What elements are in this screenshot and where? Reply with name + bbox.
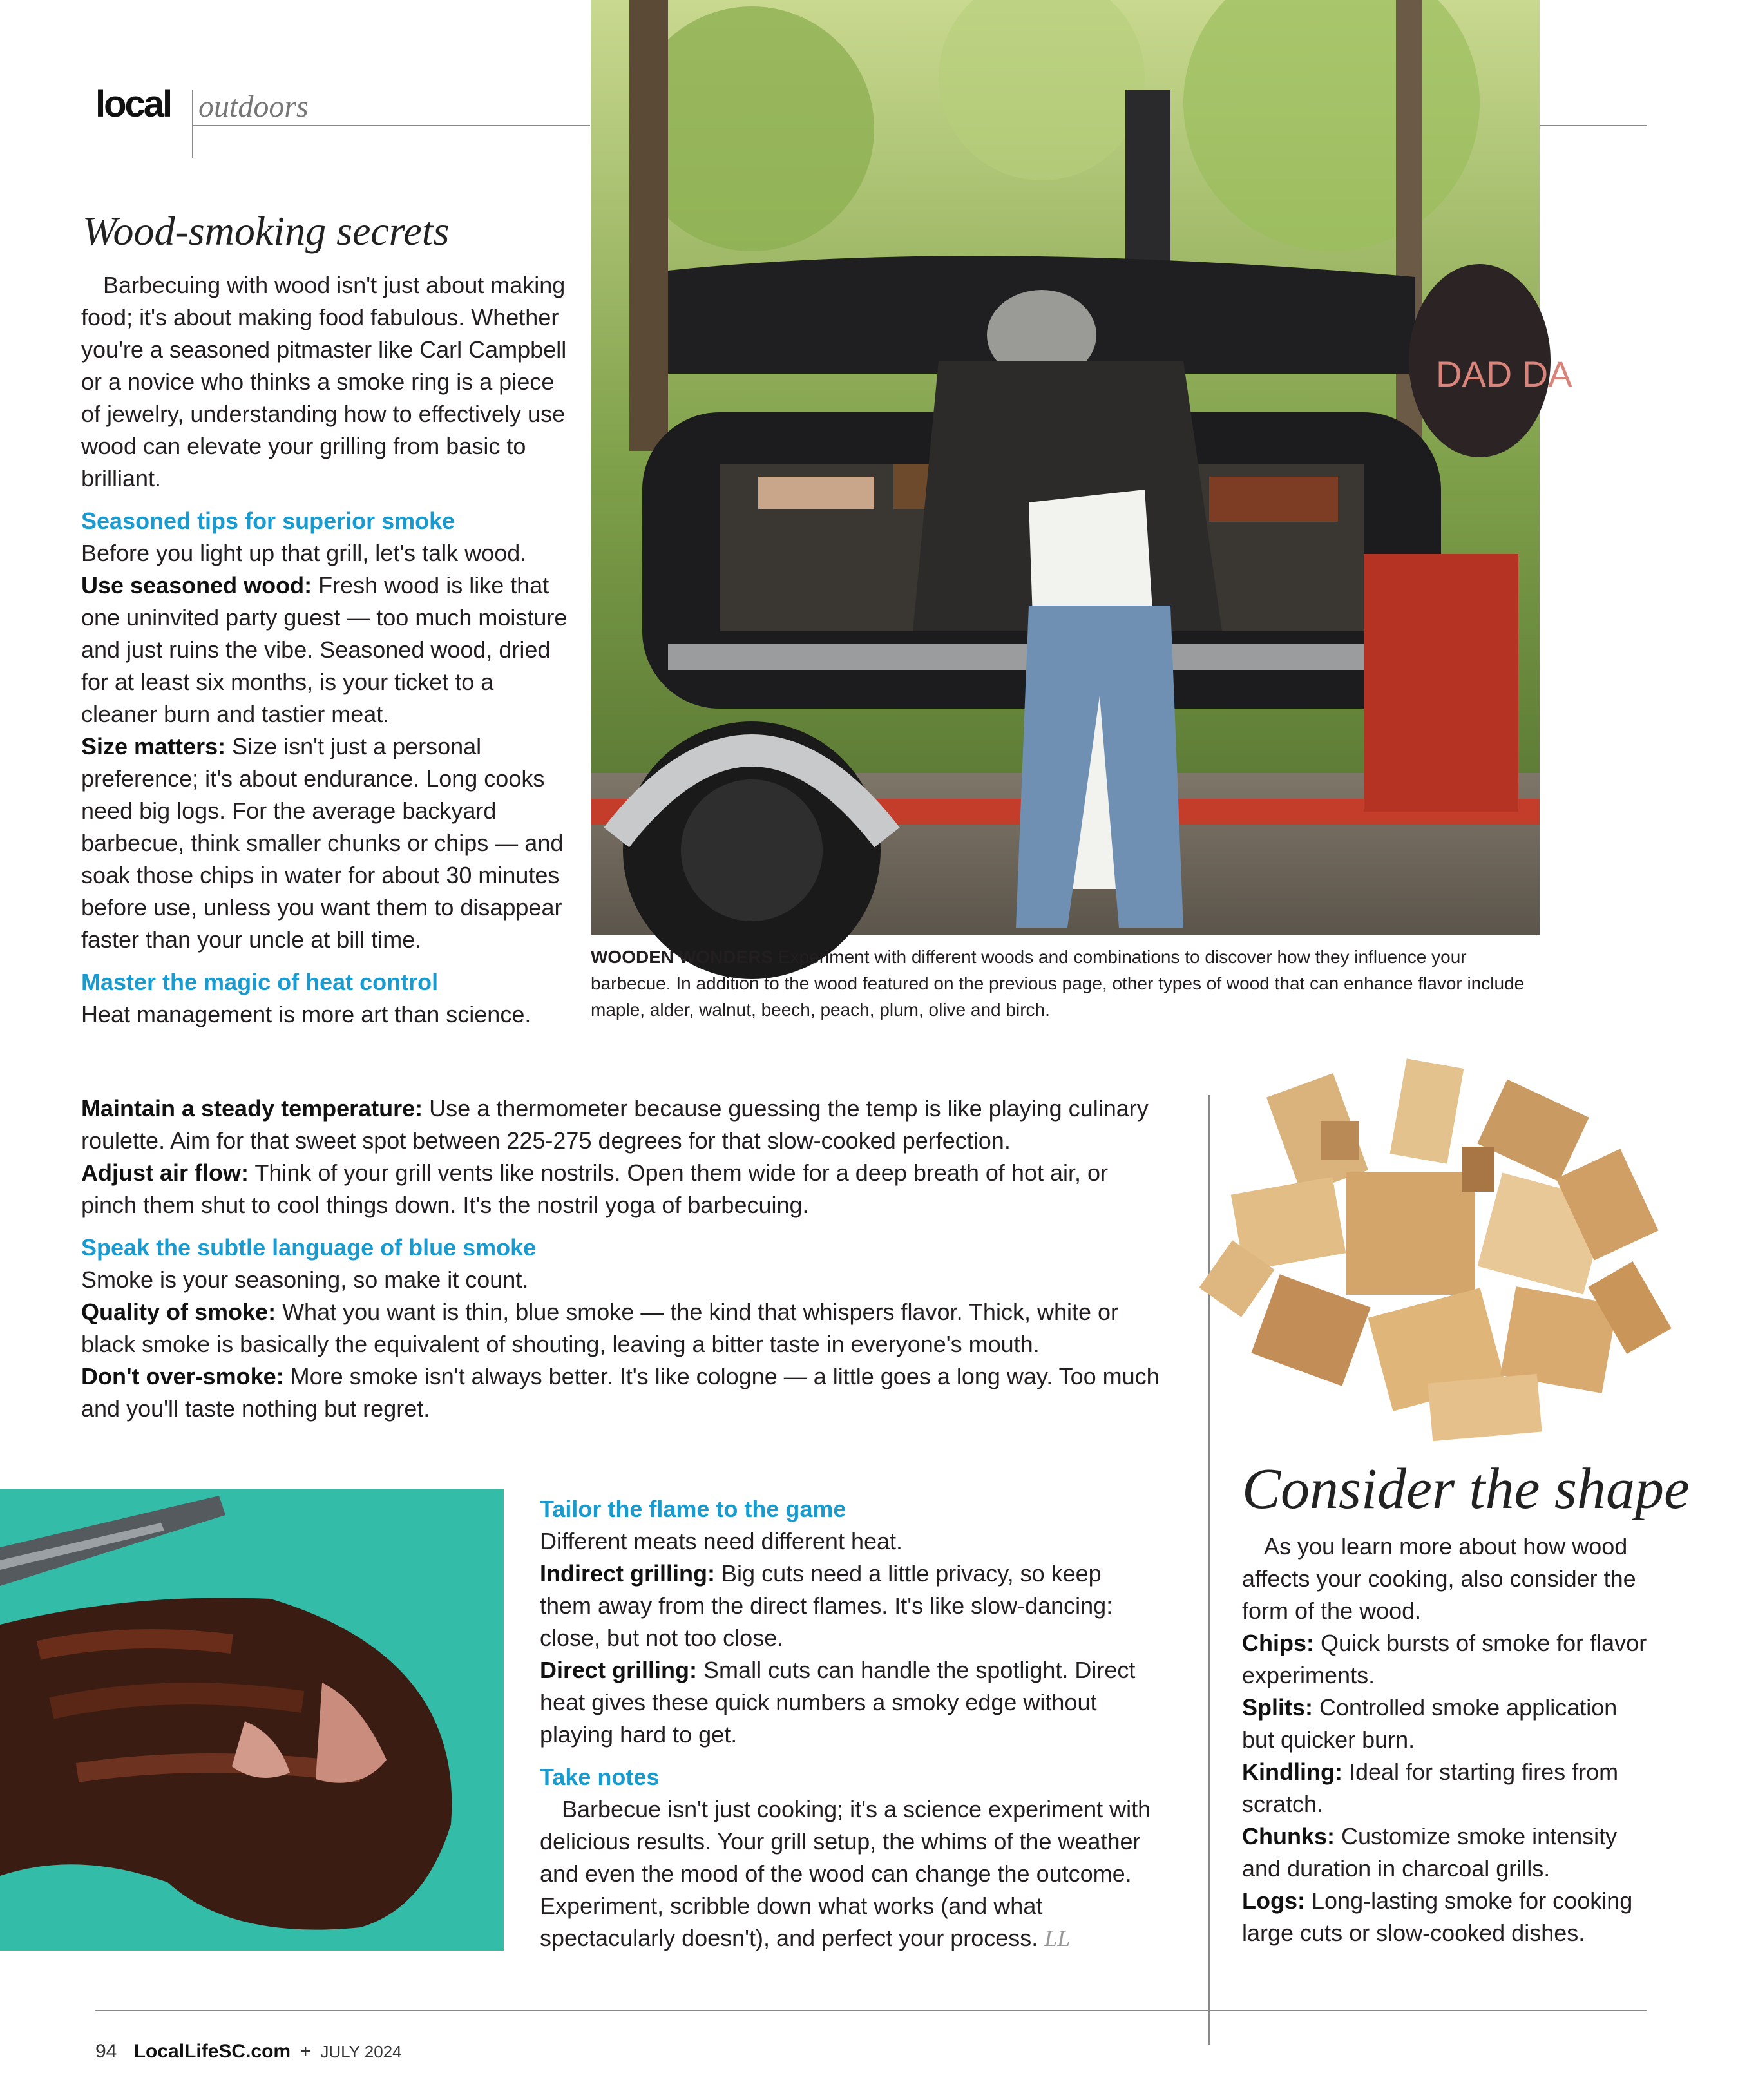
tip-text: Think of your grill vents like nostrils. Open them wide for a deep breath of hot air, or pinch them shut to cool things down. It's the nostril yoga of barbecuing. bbox=[81, 1160, 1109, 1218]
sidebar-intro: As you learn more about how wood affects your cooking, also consider the form of the wood. bbox=[1242, 1533, 1636, 1624]
sidebar-column bbox=[1242, 1531, 1654, 1949]
shape-term: Splits: bbox=[1242, 1694, 1313, 1721]
brand-logo: local bbox=[95, 83, 171, 125]
shape-text: Customize smoke intensity and duration in charcoal grills. bbox=[1242, 1823, 1618, 1882]
wood-chips-art bbox=[1185, 1056, 1675, 1456]
closing-text: Barbecue isn't just cooking; it's a science experiment with delicious results. Your grill setup, the whims of the weather and even the mood of the wood can change the outcome. Experiment, scribble down what works (and what spectacularly doesn't), and perfect your process. bbox=[540, 1796, 1151, 1951]
tip-text: Fresh wood is like that one uninvited party guest — too much moisture and just ruins the vibe. Seasoned wood, dried for at least six months, is your ticket to a cleaner burn and tastier meat. bbox=[81, 572, 568, 727]
tip-term: Direct grilling: bbox=[540, 1657, 698, 1683]
section-heading-seasoned-tips: Seasoned tips for superior smoke bbox=[81, 508, 455, 534]
left-column bbox=[81, 269, 571, 1031]
wood-chips-image bbox=[1185, 1056, 1675, 1456]
issue-date: JULY 2024 bbox=[320, 2042, 402, 2061]
caption-text: Experiment with different woods and combinations to discover how they influence your barbecue. In addition to the wood featured on the previous page, other types of wood that can enhance flavor include maple, alder, walnut, beech, peach, plum, olive and birch. bbox=[591, 947, 1525, 1020]
shape-item bbox=[1242, 1756, 1654, 1820]
shape-text: Quick bursts of smoke for flavor experiments. bbox=[1242, 1630, 1647, 1688]
footer bbox=[95, 2041, 402, 2063]
section-lead: Heat management is more art than science. bbox=[81, 1001, 531, 1027]
tip-paragraph bbox=[540, 1654, 1158, 1751]
grill-photo bbox=[591, 0, 1572, 935]
section-lead: Different meats need different heat. bbox=[540, 1528, 903, 1554]
intro-paragraph: Barbecuing with wood isn't just about making food; it's about making food fabulous. Whether you're a seasoned pitmaster like Carl Campbell or a novice who thinks a smoke ring is a piece of jewelry, understanding how to effectively use wood can elevate your grilling from basic to brilliant. bbox=[81, 272, 567, 492]
header-rule-left bbox=[192, 125, 590, 126]
ribs-photo bbox=[0, 1489, 504, 1951]
tip-paragraph bbox=[81, 1360, 1170, 1425]
shape-term: Kindling: bbox=[1242, 1759, 1342, 1785]
shape-term: Chunks: bbox=[1242, 1823, 1335, 1849]
grill-photo-art bbox=[591, 0, 1572, 935]
shape-item bbox=[1242, 1627, 1654, 1692]
section-heading-heat-control: Master the magic of heat control bbox=[81, 969, 439, 995]
section-heading-tailor-flame: Tailor the flame to the game bbox=[540, 1496, 846, 1522]
section-label: outdoors bbox=[198, 90, 309, 124]
sidebar-title: Consider the shape bbox=[1242, 1457, 1690, 1521]
middle-column bbox=[81, 1093, 1170, 1425]
section-lead: Before you light up that grill, let's talk wood. bbox=[81, 540, 527, 566]
tip-term: Adjust air flow: bbox=[81, 1160, 249, 1186]
tip-paragraph bbox=[81, 1296, 1170, 1360]
tip-term: Size matters: bbox=[81, 733, 226, 759]
shape-item bbox=[1242, 1820, 1654, 1885]
tip-paragraph bbox=[540, 1558, 1158, 1654]
tip-term: Indirect grilling: bbox=[540, 1560, 716, 1587]
tip-text: More smoke isn't always better. It's like cologne — a little goes a long way. Too much and you'll taste nothing but regret. bbox=[81, 1363, 1160, 1422]
tip-paragraph bbox=[81, 1093, 1170, 1157]
closing-paragraph bbox=[540, 1793, 1158, 1954]
shape-text: Ideal for starting fires from scratch. bbox=[1242, 1759, 1619, 1817]
tip-text: Small cuts can handle the spotlight. Direct heat gives these quick numbers a smoky edge without playing hard to get. bbox=[540, 1657, 1136, 1748]
tip-term: Use seasoned wood: bbox=[81, 572, 312, 598]
shape-item bbox=[1242, 1692, 1654, 1756]
tip-term: Maintain a steady temperature: bbox=[81, 1095, 423, 1122]
caption-lead: WOODEN WONDERS bbox=[591, 947, 774, 967]
header-rule-right bbox=[1540, 125, 1647, 126]
page-number: 94 bbox=[95, 2041, 117, 2062]
section-heading-take-notes: Take notes bbox=[540, 1764, 660, 1790]
lower-column bbox=[540, 1483, 1158, 1954]
shape-text: Controlled smoke application but quicker burn. bbox=[1242, 1694, 1618, 1753]
article-title: Wood-smoking secrets bbox=[82, 208, 450, 254]
grill-sign-text: DAD DA bbox=[1436, 354, 1572, 394]
tip-term: Quality of smoke: bbox=[81, 1299, 276, 1325]
shape-text: Long-lasting smoke for cooking large cuts or slow-cooked dishes. bbox=[1242, 1887, 1633, 1946]
site-link[interactable]: LocalLifeSC.com bbox=[133, 2041, 291, 2062]
ribs-photo-art bbox=[0, 1489, 504, 1951]
footer-separator: + bbox=[300, 2041, 311, 2062]
shape-item bbox=[1242, 1885, 1654, 1949]
tip-text: Big cuts need a little privacy, so keep them away from the direct flames. It's like slow-dancing: close, but not too close. bbox=[540, 1560, 1113, 1651]
header-divider-vertical bbox=[192, 90, 193, 158]
tip-paragraph bbox=[81, 730, 571, 956]
footer-rule bbox=[95, 2010, 1647, 2011]
tip-term: Don't over-smoke: bbox=[81, 1363, 284, 1389]
signoff-mark: LL bbox=[1044, 1925, 1071, 1951]
shape-term: Chips: bbox=[1242, 1630, 1314, 1656]
tip-text: Use a thermometer because guessing the temp is like playing culinary roulette. Aim for that sweet spot between 225-275 degrees for that slow-cooked perfection. bbox=[81, 1095, 1149, 1154]
tip-text: What you want is thin, blue smoke — the kind that whispers flavor. Thick, white or black smoke is basically the equivalent of shouting, leaving a bitter taste in everyone's mouth. bbox=[81, 1299, 1118, 1357]
tip-paragraph bbox=[81, 569, 571, 730]
section-lead: Smoke is your seasoning, so make it count. bbox=[81, 1266, 529, 1293]
photo-caption bbox=[591, 944, 1525, 1023]
section-heading-blue-smoke: Speak the subtle language of blue smoke bbox=[81, 1234, 537, 1261]
tip-text: Size isn't just a personal preference; it's about endurance. Long cooks need big logs. For the average backyard barbecue, think smaller chunks or chips — and soak those chips in water for about 30 minutes before use, unless you want them to disappear faster than your uncle at bill time. bbox=[81, 733, 564, 953]
shape-term: Logs: bbox=[1242, 1887, 1305, 1914]
tip-paragraph bbox=[81, 1157, 1170, 1221]
